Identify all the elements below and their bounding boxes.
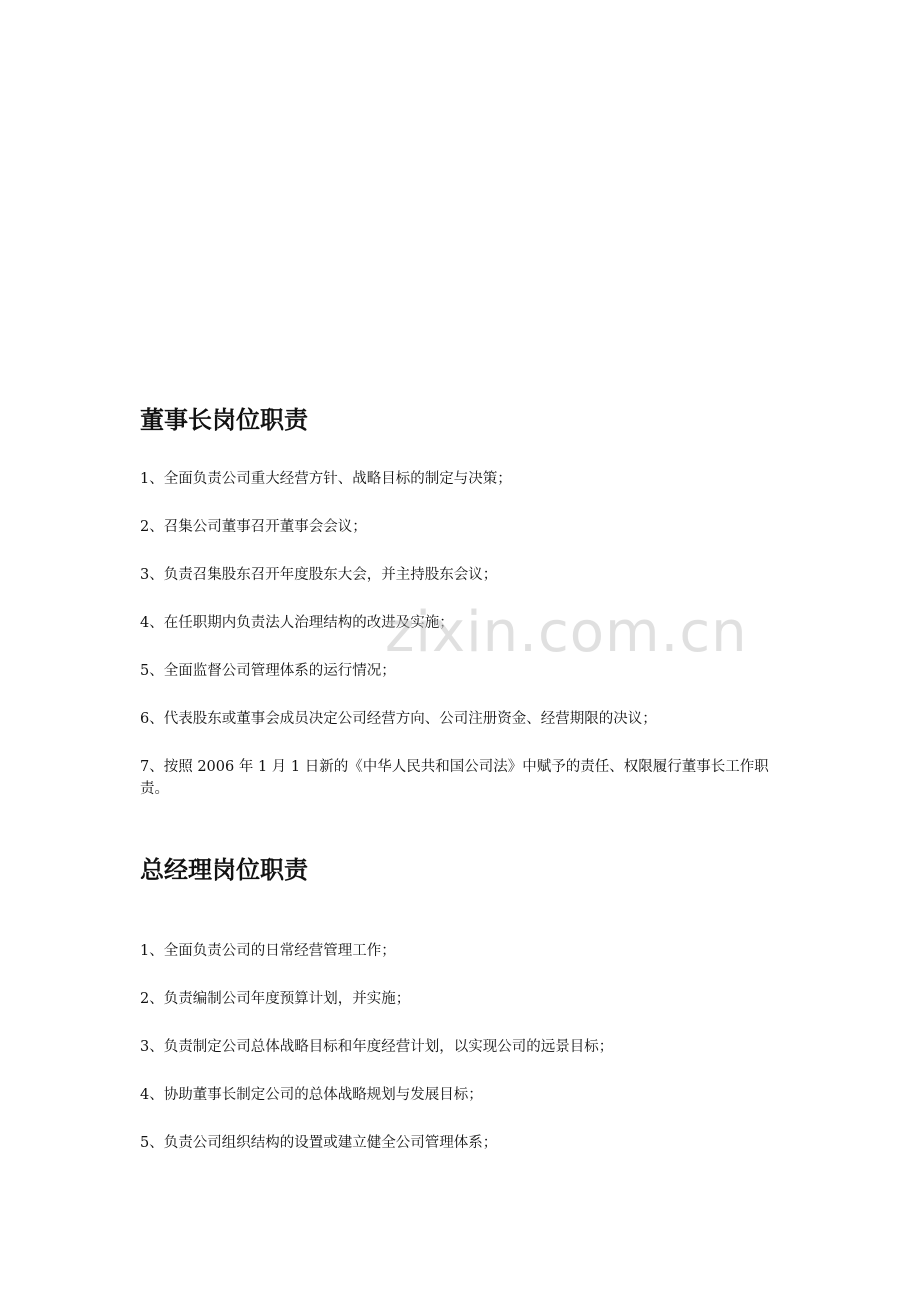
gm-duty-1: 1、全面负责公司的日常经营管理工作；: [140, 943, 396, 959]
gm-duty-4: 4、协助董事长制定公司的总体战略规划与发展目标；: [140, 1087, 483, 1103]
section-title-general-manager: 总经理岗位职责: [140, 856, 308, 884]
chairman-duty-2: 2、召集公司董事召开董事会会议；: [140, 519, 367, 535]
gm-duty-5: 5、负责公司组织结构的设置或建立健全公司管理体系；: [140, 1135, 498, 1151]
chairman-duty-5: 5、全面监督公司管理体系的运行情况；: [140, 663, 396, 679]
gm-duty-3: 3、负责制定公司总体战略目标和年度经营计划，以实现公司的远景目标；: [140, 1039, 614, 1055]
chairman-duty-6: 6、代表股东或董事会成员决定公司经营方向、公司注册资金、经营期限的决议；: [140, 711, 657, 727]
chairman-duty-4: 4、在任职期内负责法人治理结构的改进及实施；: [140, 615, 454, 631]
gm-duty-2: 2、负责编制公司年度预算计划，并实施；: [140, 991, 411, 1007]
chairman-duty-1: 1、全面负责公司重大经营方针、战略目标的制定与决策；: [140, 471, 512, 487]
chairman-duty-7: 7、按照 2006 年 1 月 1 日新的《中华人民共和国公司法》中赋予的责任、权限履行董事长工作职责。: [140, 759, 769, 797]
watermark: zixin.com.cn: [385, 600, 748, 665]
section-title-chairman: 董事长岗位职责: [140, 406, 308, 434]
chairman-duty-3: 3、负责召集股东召开年度股东大会，并主持股东会议；: [140, 567, 498, 583]
